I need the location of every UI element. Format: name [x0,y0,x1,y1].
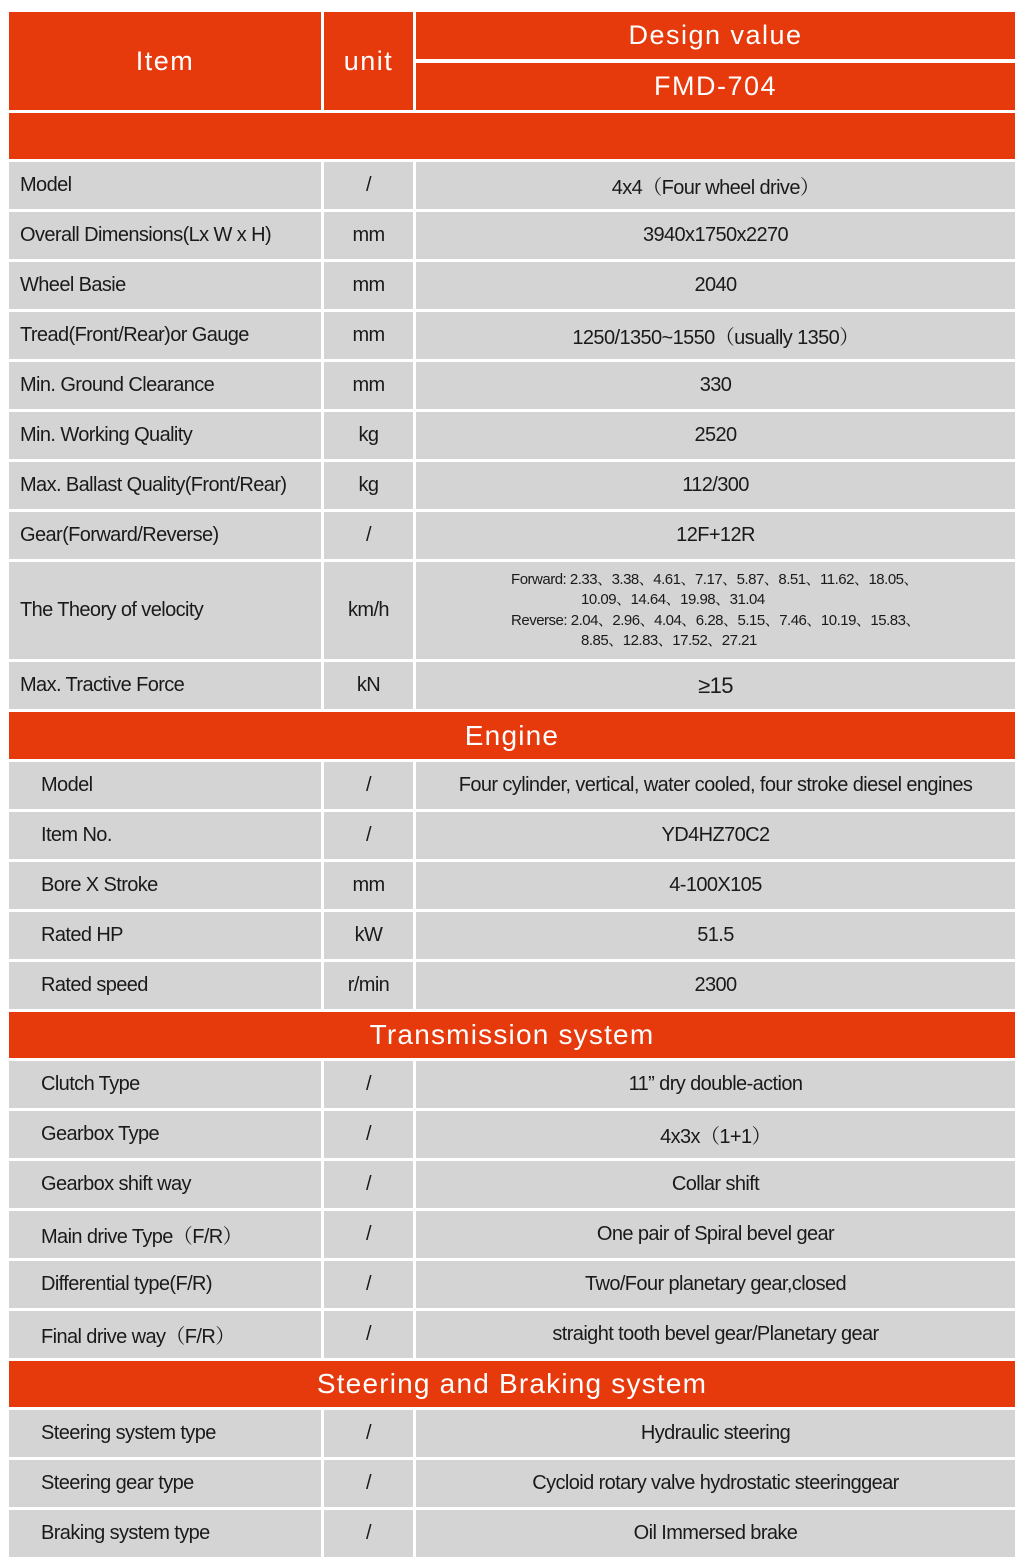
header-item: Item [9,12,321,110]
table-row [9,462,1015,509]
row-value: 51.5 [416,912,1015,959]
table-row-velocity [9,562,1015,659]
header-unit: unit [324,12,413,110]
row-value: 3940x1750x2270 [416,212,1015,259]
section-band-general [9,113,1015,159]
row-unit: mm [324,262,413,309]
table-row [9,312,1015,359]
row-value: straight tooth bevel gear/Planetary gear [416,1311,1015,1358]
header-model: FMD-704 [416,63,1015,110]
row-unit: / [324,1460,413,1507]
row-value: 2040 [416,262,1015,309]
row-item: Item No. [9,812,321,859]
header-design-value: Design value [416,12,1015,59]
table-row [9,212,1015,259]
table-row [9,1460,1015,1507]
row-value: Collar shift [416,1161,1015,1208]
row-item: Rated speed [9,962,321,1009]
row-item: Rated HP [9,912,321,959]
table-row [9,162,1015,209]
row-unit: kN [324,662,413,709]
row-item: Main drive Type（F/R） [9,1211,321,1258]
row-item: Overall Dimensions(Lx W x H) [9,212,321,259]
row-unit: / [324,162,413,209]
row-value: 112/300 [416,462,1015,509]
table-row [9,1211,1015,1258]
row-item: Differential type(F/R) [9,1261,321,1308]
row-item: Wheel Basie [9,262,321,309]
velocity-forward-line2: 10.09、14.64、19.98、31.04 [581,591,765,608]
velocity-reverse-line1: Reverse: 2.04、2.96、4.04、6.28、5.15、7.46、10.19、15.83、 [511,611,920,629]
row-value: ≥15 [416,662,1015,709]
velocity-forward-line1: Forward: 2.33、3.38、4.61、7.17、5.87、8.51、11.62、18.05、 [511,570,919,588]
row-item: Min. Ground Clearance [9,362,321,409]
row-unit: kg [324,462,413,509]
row-unit: / [324,762,413,809]
row-value: 4x3x（1+1） [416,1111,1015,1158]
row-unit: / [324,1161,413,1208]
row-item: Model [9,762,321,809]
table-row [9,1311,1015,1358]
row-item: Braking system type [9,1510,321,1557]
table-row [9,812,1015,859]
row-item: Steering gear type [9,1460,321,1507]
row-value: YD4HZ70C2 [416,812,1015,859]
table-row [9,1111,1015,1158]
row-item: Min. Working Quality [9,412,321,459]
row-unit: / [324,1111,413,1158]
table-header [9,12,1015,110]
row-value: Four cylinder, vertical, water cooled, four stroke diesel engines [416,762,1015,809]
section-engine: Engine [9,712,1015,759]
row-value: 1250/1350~1550（usually 1350） [416,312,1015,359]
table-row [9,512,1015,559]
row-value: 2300 [416,962,1015,1009]
velocity-values [511,570,920,652]
row-unit: / [324,1261,413,1308]
row-unit: kW [324,912,413,959]
row-unit: mm [324,362,413,409]
row-unit: / [324,1211,413,1258]
row-unit: kg [324,412,413,459]
row-item: Tread(Front/Rear)or Gauge [9,312,321,359]
table-row [9,1161,1015,1208]
row-value: 330 [416,362,1015,409]
row-unit: / [324,812,413,859]
row-value: 11” dry double-action [416,1061,1015,1108]
section-transmission: Transmission system [9,1012,1015,1058]
row-item: Gearbox shift way [9,1161,321,1208]
row-value: 2520 [416,412,1015,459]
row-unit: km/h [324,562,413,659]
row-unit: / [324,512,413,559]
row-unit: / [324,1311,413,1358]
row-item: Final drive way（F/R） [9,1311,321,1358]
row-unit: mm [324,862,413,909]
row-item: Steering system type [9,1410,321,1457]
table-row [9,362,1015,409]
table-row [9,1261,1015,1308]
row-unit: / [324,1510,413,1557]
row-item: Max. Ballast Quality(Front/Rear) [9,462,321,509]
table-row [9,1510,1015,1557]
table-row-tractive [9,662,1015,709]
velocity-reverse-line2: 8.85、12.83、17.52、27.21 [581,632,757,649]
row-item: Model [9,162,321,209]
row-unit: mm [324,212,413,259]
table-row [9,1410,1015,1457]
table-row [9,412,1015,459]
table-row [9,762,1015,809]
row-value: 4x4（Four wheel drive） [416,162,1015,209]
row-value: Oil Immersed brake [416,1510,1015,1557]
row-value: Hydraulic steering [416,1410,1015,1457]
row-item: Max. Tractive Force [9,662,321,709]
row-value: 12F+12R [416,512,1015,559]
spec-table [9,12,1015,1544]
row-item: Gearbox Type [9,1111,321,1158]
row-item: Bore X Stroke [9,862,321,909]
row-value: 4-100X105 [416,862,1015,909]
row-value: One pair of Spiral bevel gear [416,1211,1015,1258]
row-value: Two/Four planetary gear,closed [416,1261,1015,1308]
table-row [9,262,1015,309]
row-item: Gear(Forward/Reverse) [9,512,321,559]
row-unit: / [324,1061,413,1108]
section-steering: Steering and Braking system [9,1361,1015,1407]
row-unit: / [324,1410,413,1457]
table-row [9,1061,1015,1108]
table-row [9,962,1015,1009]
row-unit: mm [324,312,413,359]
row-item: Clutch Type [9,1061,321,1108]
row-unit: r/min [324,962,413,1009]
table-row [9,862,1015,909]
row-value: Cycloid rotary valve hydrostatic steeringgear [416,1460,1015,1507]
table-row [9,912,1015,959]
row-item: The Theory of velocity [9,562,321,659]
row-value [416,562,1015,659]
